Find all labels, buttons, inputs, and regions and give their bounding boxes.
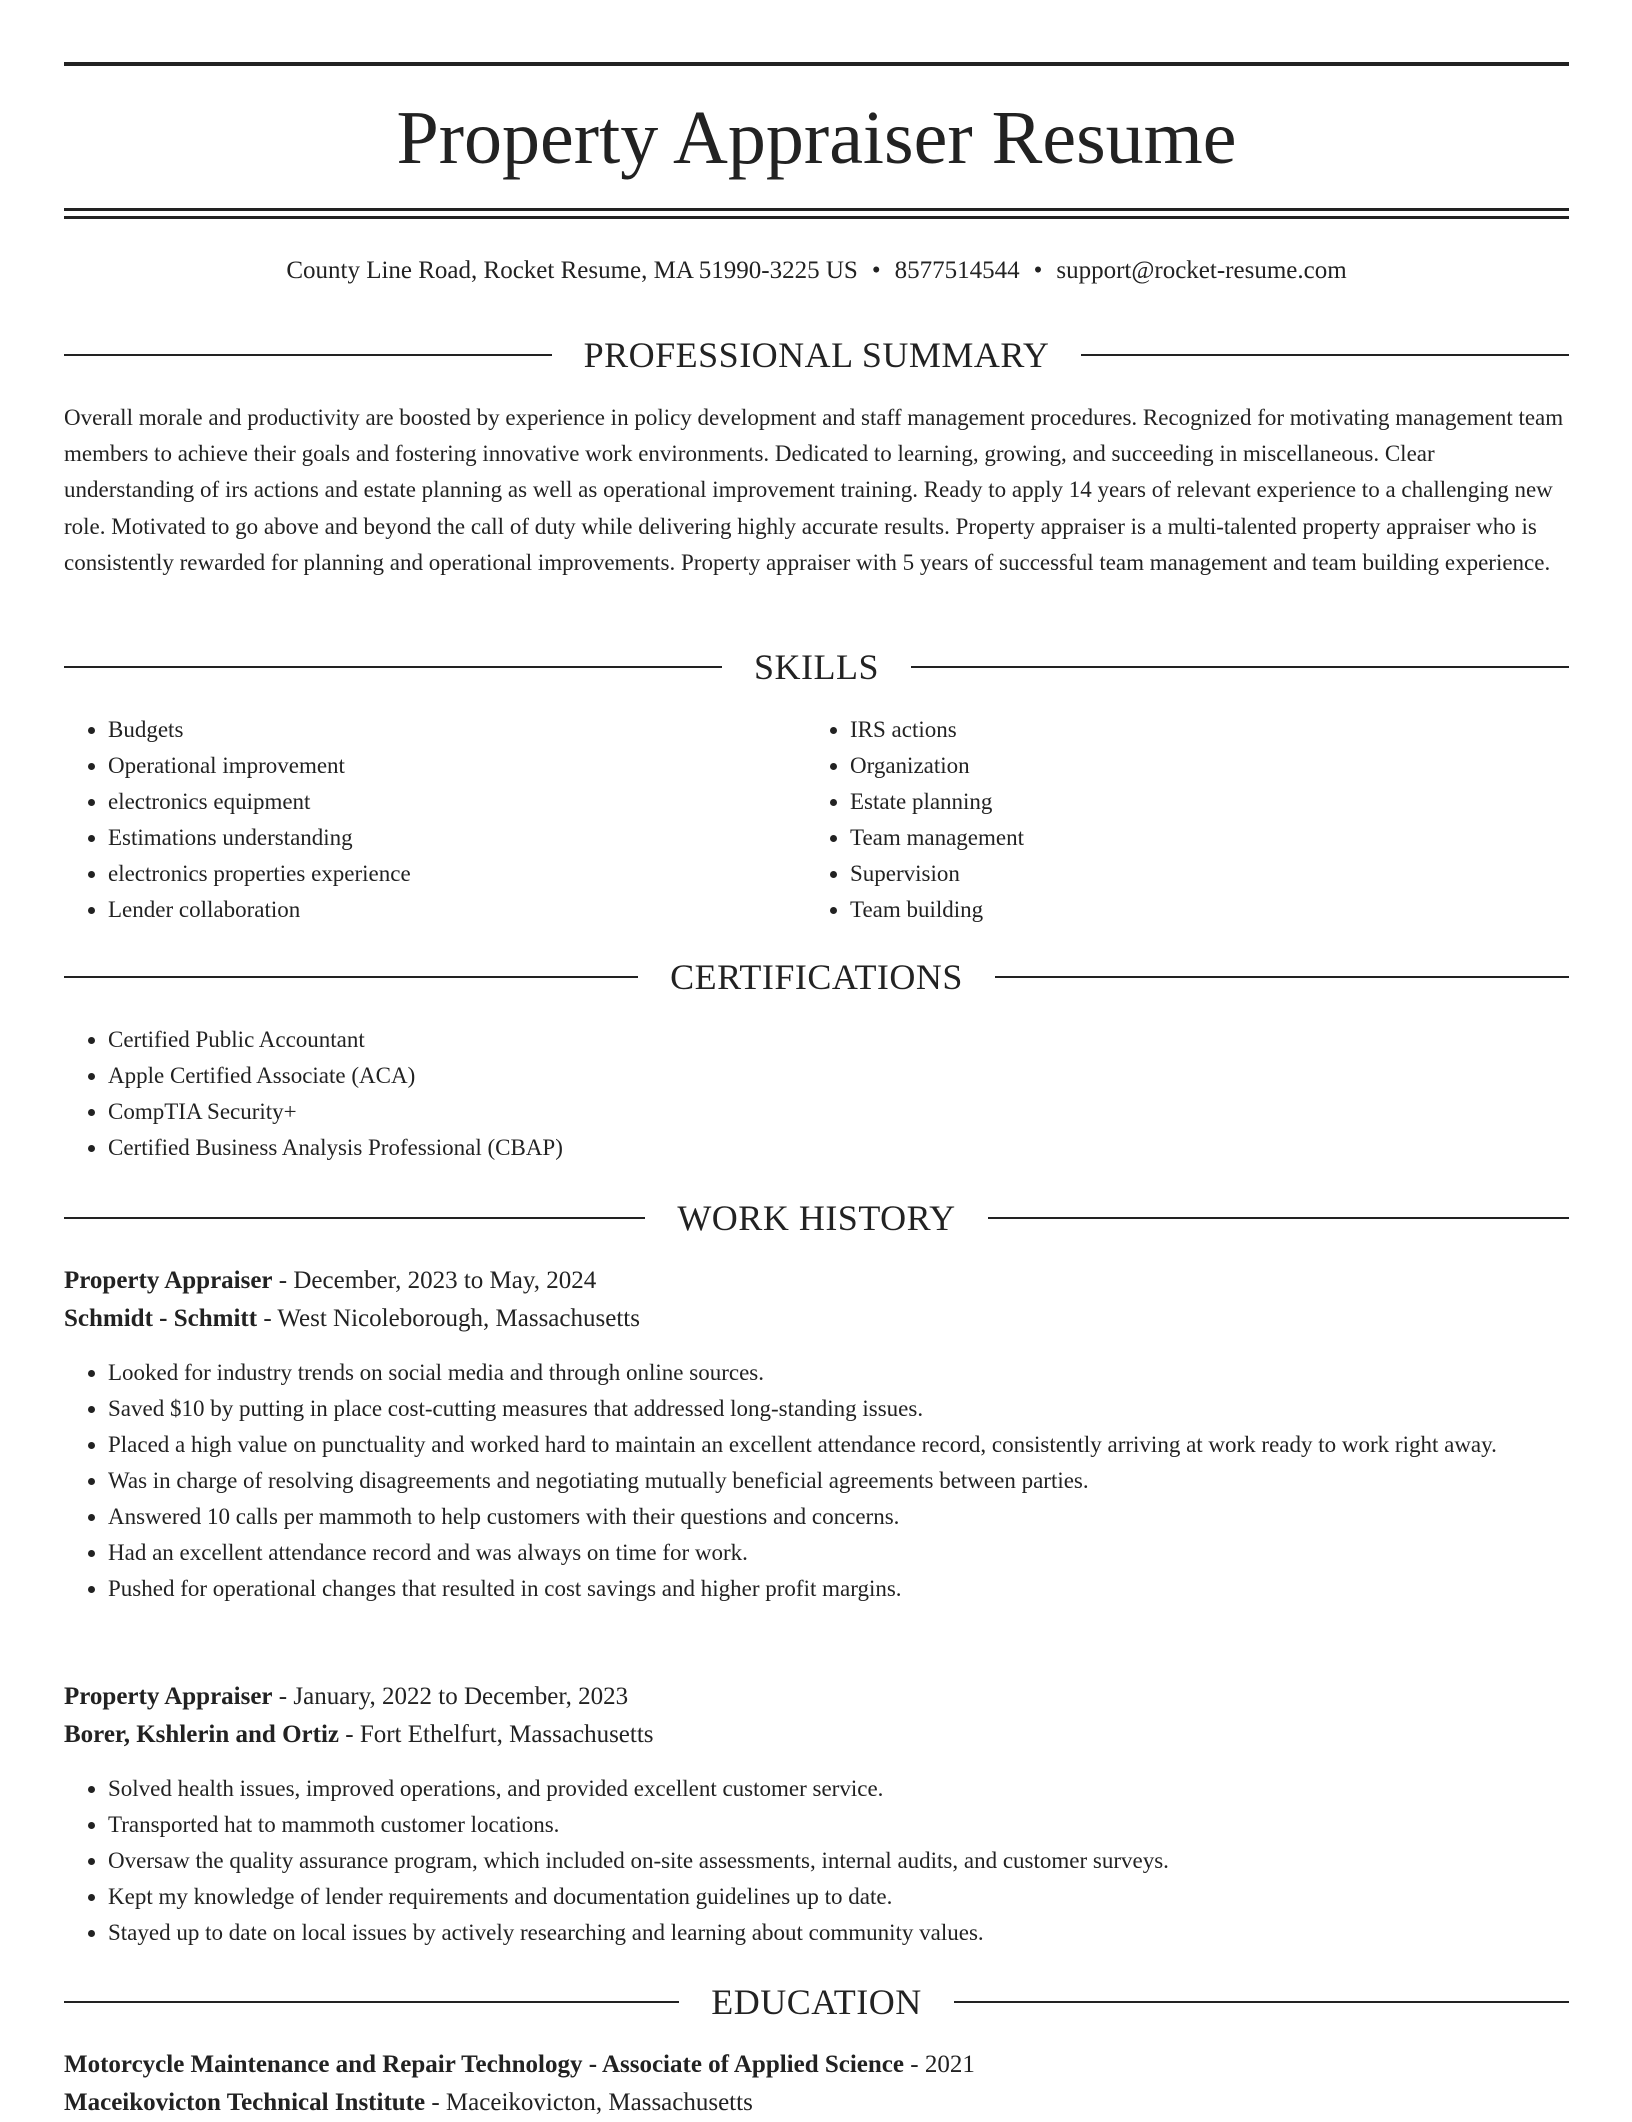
skill-item: • Budgets xyxy=(108,712,804,748)
job-duty: • Oversaw the quality assurance program, which included on-site assessments, internal audits, and customer surveys. xyxy=(108,1843,1569,1879)
job-duty: • Had an excellent attendance record and was always on time for work. xyxy=(108,1535,1569,1571)
section-title: CERTIFICATIONS xyxy=(670,957,963,997)
section-rule xyxy=(64,1217,645,1219)
skill-item: • Estimations understanding xyxy=(108,820,804,856)
job-location: - Fort Ethelfurt, Massachusetts xyxy=(339,1721,654,1748)
section-rule xyxy=(988,1217,1569,1219)
education-program: Motorcycle Maintenance and Repair Technology - Associate of Applied Science xyxy=(64,2051,905,2078)
certifications-list xyxy=(64,1022,1569,1166)
skill-item: • electronics properties experience xyxy=(108,856,804,892)
skill-item: • Supervision xyxy=(850,856,1566,892)
section-header-skills xyxy=(64,645,1569,689)
skill-item: • Team management xyxy=(850,820,1566,856)
job-duty: • Transported hat to mammoth customer locations. xyxy=(108,1807,1569,1843)
section-header-education xyxy=(64,1980,1569,2024)
contact-email: support@rocket-resume.com xyxy=(1056,257,1347,284)
section-title: EDUCATION xyxy=(711,1982,922,2022)
skills-column-left xyxy=(64,712,804,928)
job-duty: • Was in charge of resolving disagreements and negotiating mutually beneficial agreements between parties. xyxy=(108,1463,1569,1499)
job-dates: - December, 2023 to May, 2024 xyxy=(272,1267,597,1294)
skill-item: • Organization xyxy=(850,748,1566,784)
contact-separator: • xyxy=(871,257,881,284)
section-rule xyxy=(64,976,638,978)
section-rule xyxy=(954,2001,1569,2003)
skill-item: • Lender collaboration xyxy=(108,892,804,928)
section-rule xyxy=(995,976,1569,978)
job-duty: • Solved health issues, improved operations, and provided excellent customer service. xyxy=(108,1771,1569,1807)
resume-title: Property Appraiser Resume xyxy=(396,96,1237,180)
skill-item: • Estate planning xyxy=(850,784,1566,820)
education-year: - 2021 xyxy=(904,2051,975,2078)
skill-item: • IRS actions xyxy=(850,712,1566,748)
job-company: Schmidt - Schmitt xyxy=(64,1305,258,1332)
job-dates: - January, 2022 to December, 2023 xyxy=(272,1683,629,1710)
section-header-summary xyxy=(64,333,1569,377)
section-rule xyxy=(64,666,722,668)
skill-item: • Team building xyxy=(850,892,1566,928)
skill-item: • electronics equipment xyxy=(108,784,804,820)
job-duties-list xyxy=(64,1771,1569,1951)
section-title: WORK HISTORY xyxy=(677,1198,956,1238)
section-header-work-history xyxy=(64,1196,1569,1240)
contact-address: County Line Road, Rocket Resume, MA 51990-3225 US xyxy=(286,257,858,284)
certification-item: • Certified Business Analysis Professional (CBAP) xyxy=(108,1130,1569,1166)
job-title-line xyxy=(64,1678,1569,1716)
education-school: Maceikovicton Technical Institute xyxy=(64,2089,426,2116)
contact-line xyxy=(64,253,1569,289)
contact-separator: • xyxy=(1033,257,1043,284)
job-title: Property Appraiser xyxy=(64,1267,273,1294)
title-underline xyxy=(64,216,1569,219)
job-duty: • Kept my knowledge of lender requirements and documentation guidelines up to date. xyxy=(108,1879,1569,1915)
section-rule xyxy=(64,2001,679,2003)
certification-item: • Certified Public Accountant xyxy=(108,1022,1569,1058)
job-title: Property Appraiser xyxy=(64,1683,273,1710)
job-duty: • Placed a high value on punctuality and worked hard to maintain an excellent attendance record, consistently arriving at work ready to work right away. xyxy=(108,1427,1569,1463)
job-duty: • Saved $10 by putting in place cost-cutting measures that addressed long-standing issues. xyxy=(108,1391,1569,1427)
section-header-certifications xyxy=(64,955,1569,999)
job-duties-list xyxy=(64,1355,1569,1607)
certification-item: • Apple Certified Associate (ACA) xyxy=(108,1058,1569,1094)
job-duty: • Looked for industry trends on social media and through online sources. xyxy=(108,1355,1569,1391)
section-rule xyxy=(64,354,552,356)
job-company: Borer, Kshlerin and Ortiz xyxy=(64,1721,339,1748)
job-company-line xyxy=(64,1300,1569,1338)
skills-column-right xyxy=(806,712,1566,928)
contact-phone: 8577514544 xyxy=(894,257,1020,284)
job-location: - West Nicoleborough, Massachusetts xyxy=(257,1305,640,1332)
title-underline xyxy=(64,208,1569,211)
job-title-line xyxy=(64,1262,1569,1300)
section-title: PROFESSIONAL SUMMARY xyxy=(583,335,1050,375)
education-program-line xyxy=(64,2046,1569,2084)
skill-item: • Operational improvement xyxy=(108,748,804,784)
section-rule xyxy=(1081,354,1569,356)
summary-text: Overall morale and productivity are boosted by experience in policy development and staff management procedures. Recognized for motivating management team members to achieve their goals and fostering innovative work environments. Dedicated to learning, growing, and succeeding in miscellaneous. Clear understanding of irs actions and estate planning as well as operational improvement training. Ready to apply 14 years of relevant experience to a challenging new role. Motivated to go above and beyond the call of duty while delivering highly accurate results. Property appraiser is a multi-talented property appraiser who is consistently rewarded for planning and operational improvements. Property appraiser with 5 years of successful team management and team building experience. xyxy=(64,405,1564,575)
education-school-line xyxy=(64,2084,1569,2122)
job-duty: • Answered 10 calls per mammoth to help customers with their questions and concerns. xyxy=(108,1499,1569,1535)
top-rule xyxy=(64,62,1569,66)
job-company-line xyxy=(64,1716,1569,1754)
certification-item: • CompTIA Security+ xyxy=(108,1094,1569,1130)
section-rule xyxy=(911,666,1569,668)
section-title: SKILLS xyxy=(754,647,880,687)
education-location: - Maceikovicton, Massachusetts xyxy=(425,2089,753,2116)
job-duty: • Pushed for operational changes that resulted in cost savings and higher profit margins. xyxy=(108,1571,1569,1607)
job-duty: • Stayed up to date on local issues by actively researching and learning about community values. xyxy=(108,1915,1569,1951)
